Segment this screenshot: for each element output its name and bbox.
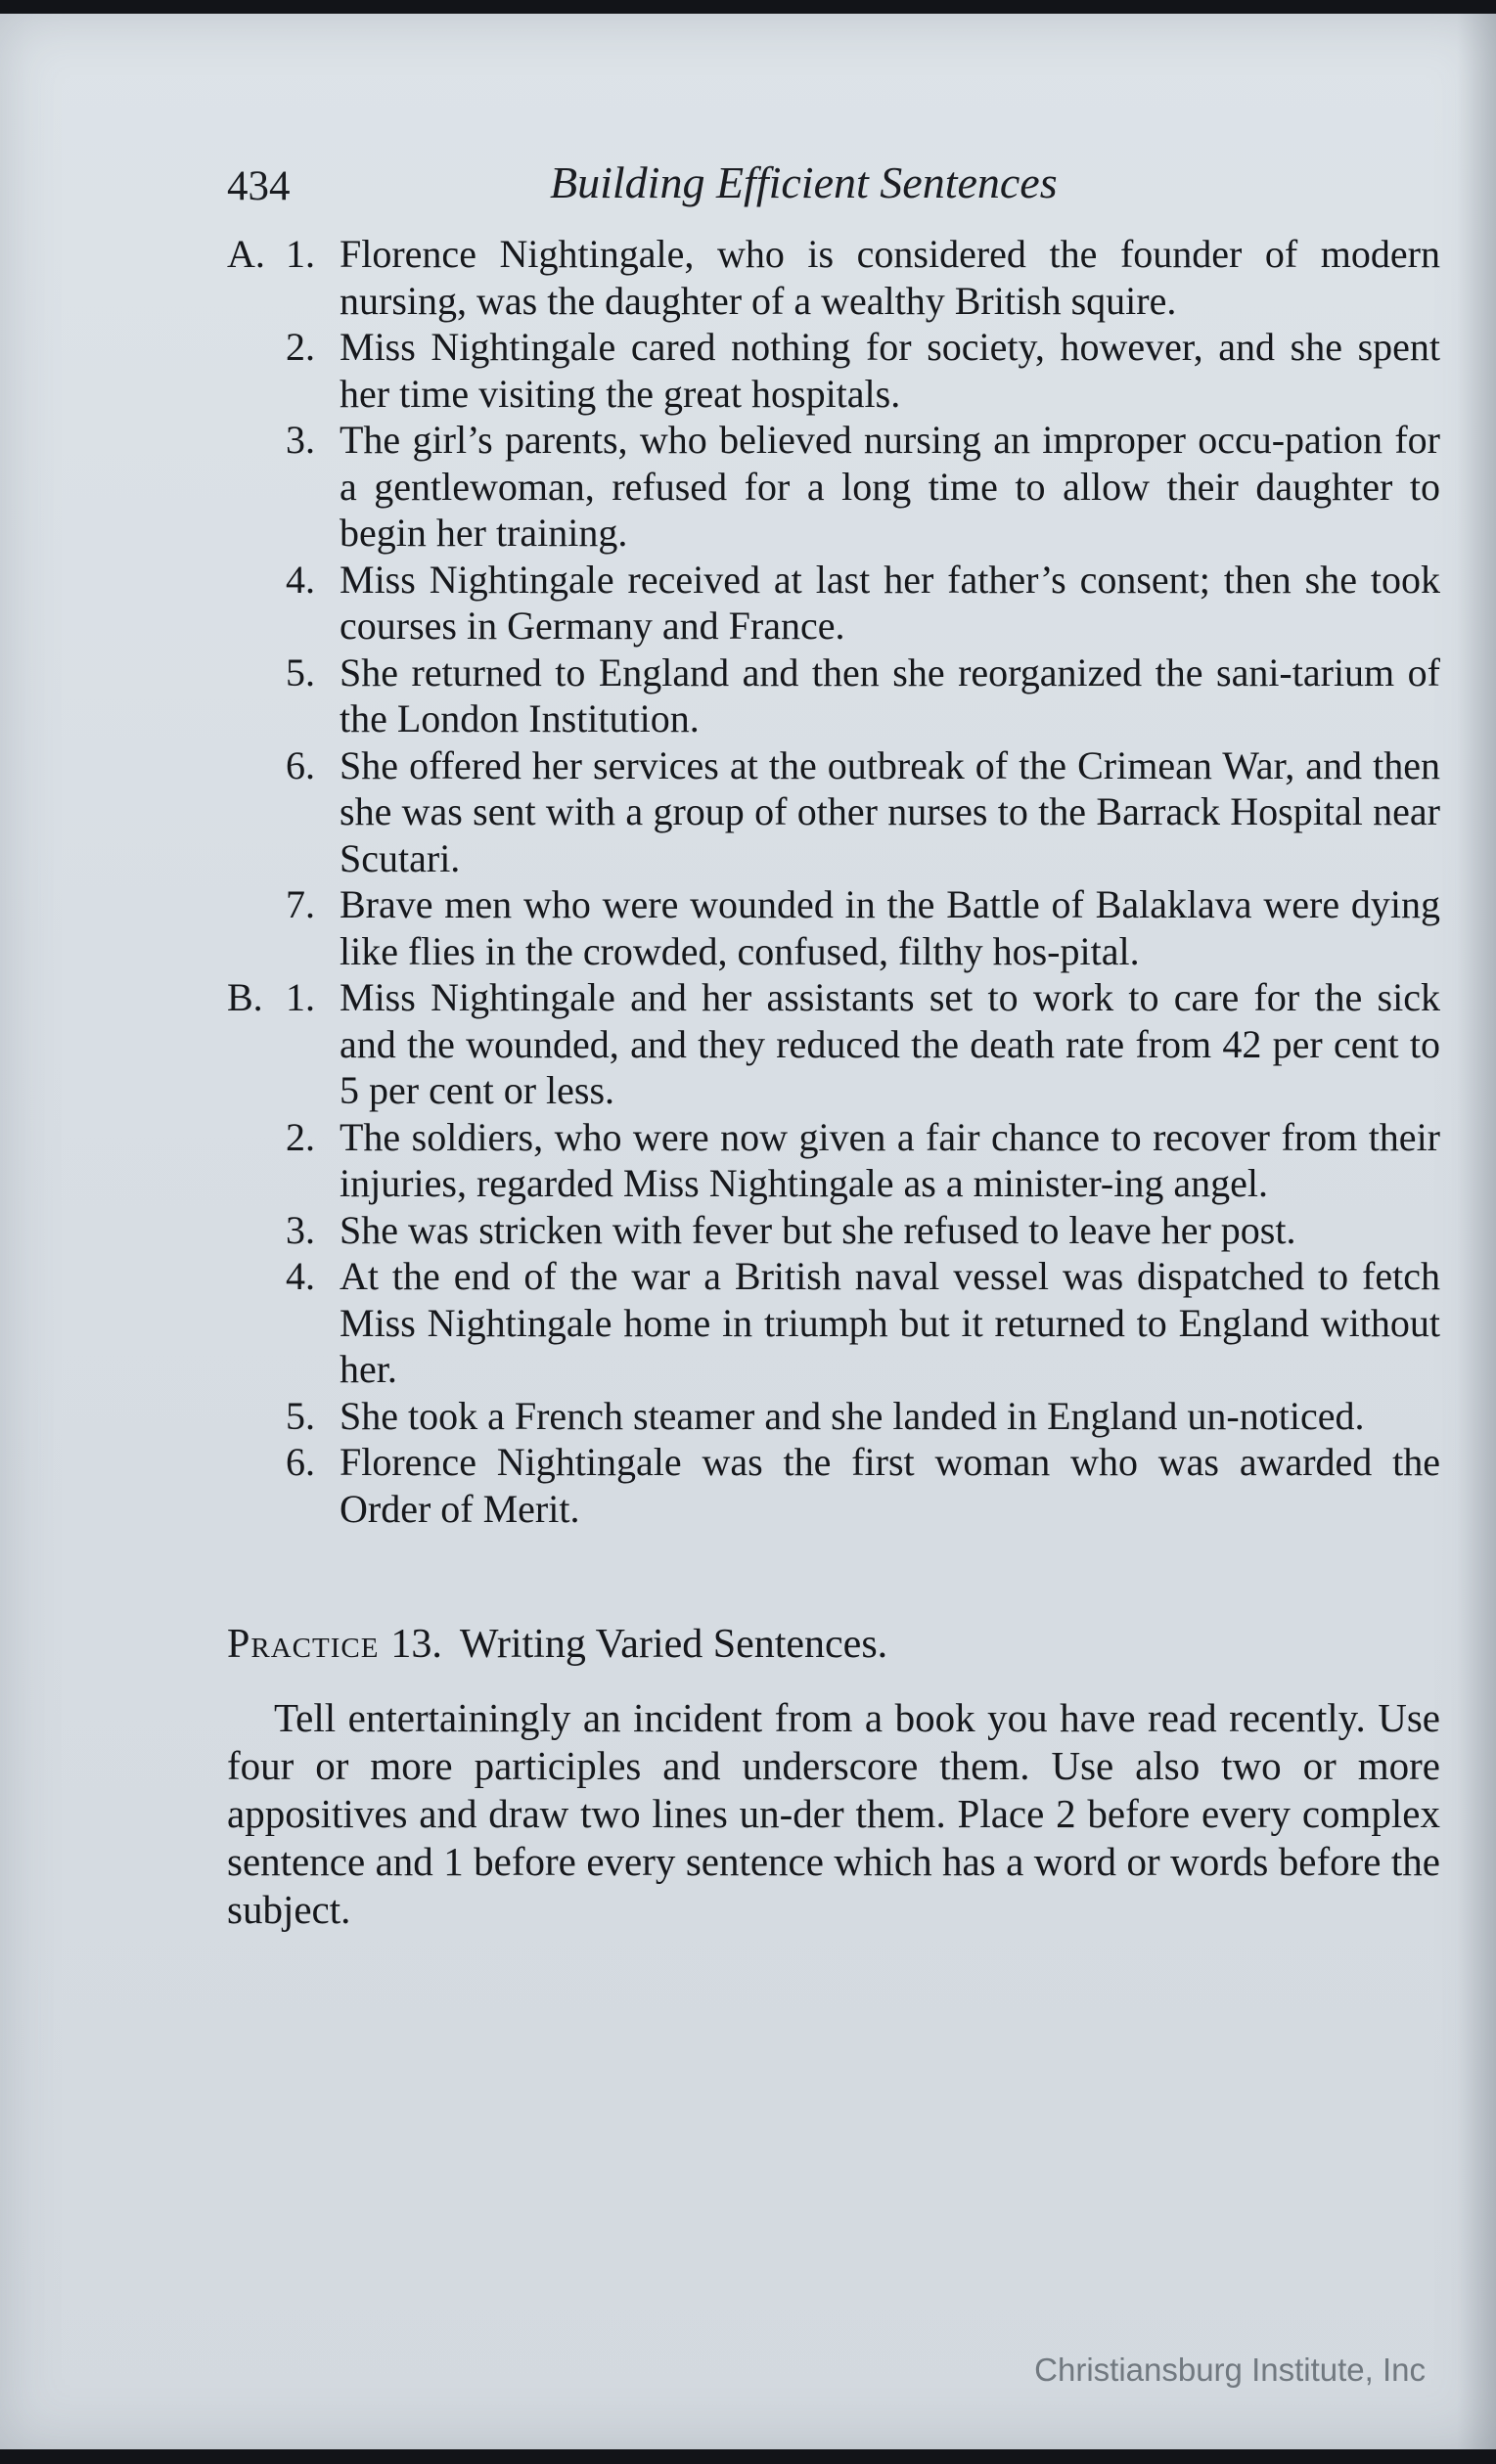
item-number: 4.: [286, 1254, 315, 1298]
exercise-item: [227, 1439, 1440, 1532]
exercise-item: [227, 974, 1440, 1114]
section-letter: B.: [227, 975, 263, 1019]
item-number: 5.: [286, 650, 315, 694]
exercise-item: [227, 742, 1440, 882]
running-title: Building Efficient Sentences: [550, 157, 1058, 207]
exercise-section-a: [227, 231, 1440, 974]
exercise-item: [227, 1253, 1440, 1393]
item-number: 5.: [286, 1393, 315, 1438]
item-text: She took a French steamer and she landed in England un-noticed.: [340, 1393, 1365, 1438]
exercise-item: [227, 417, 1440, 557]
page-header: [227, 147, 1440, 215]
exercise-section-b: [227, 974, 1440, 1532]
item-text: Miss Nightingale received at last her father’s consent; then she took courses in Germany and France.: [340, 557, 1440, 648]
item-text: Miss Nightingale cared nothing for society, however, and she spent her time visiting the great hospitals.: [340, 325, 1440, 416]
item-number: 1.: [286, 232, 315, 276]
item-text: The girl’s parents, who believed nursing an improper occu-pation for a gentlewoman, refused for a long time to allow their daughter to begin her training.: [340, 418, 1440, 555]
section-spacer: [227, 1532, 1440, 1622]
exercise-item: [227, 1114, 1440, 1207]
item-text: She was stricken with fever but she refused to leave her post.: [340, 1207, 1296, 1252]
item-text: Miss Nightingale and her assistants set to work to care for the sick and the wounded, and they reduced the death rate from 42 per cent to 5 per cent or less.: [340, 975, 1440, 1112]
item-number: 3.: [286, 1207, 315, 1252]
page-body: [227, 231, 1440, 1974]
item-number: 1.: [286, 975, 315, 1019]
item-text: She offered her services at the outbreak of the Crimean War, and then she was sent with a group of other nurses to the Barrack Hospital near Scutari.: [340, 742, 1440, 880]
item-number: 6.: [286, 742, 315, 787]
practice-label: Practice: [227, 1622, 380, 1667]
section-letter: A.: [227, 232, 265, 276]
exercise-item: [227, 1207, 1440, 1254]
exercise-item: [227, 324, 1440, 417]
item-number: 3.: [286, 418, 315, 462]
item-number: 4.: [286, 557, 315, 602]
item-text: She returned to England and then she reorganized the sani-tarium of the London Institution.: [340, 650, 1440, 740]
exercise-item: [227, 557, 1440, 650]
exercise-item: [227, 881, 1440, 974]
practice-heading: [227, 1622, 1440, 1669]
item-text: Brave men who were wounded in the Battle of Balaklava were dying like flies in the crowded, confused, filthy hos-pital.: [340, 882, 1440, 973]
practice-number: 13.: [390, 1622, 442, 1667]
exercise-item: [227, 231, 1440, 324]
item-text: The soldiers, who were now given a fair chance to recover from their injuries, regarded Miss Nightingale as a minister-ing angel.: [340, 1114, 1440, 1205]
item-number: 2.: [286, 325, 315, 369]
exercise-item: [227, 650, 1440, 742]
item-number: 6.: [286, 1440, 315, 1484]
practice-instructions: Tell entertainingly an incident from a book you have read recently. Use four or more participles and underscore them. Use also two or more appositives and draw two lines un-der them. Place 2 before every complex sentence and 1 before every sentence which has a word or words before the subject.: [227, 1694, 1440, 1932]
practice-title: Writing Varied Sentences.: [459, 1622, 888, 1667]
page-shadow: [1457, 14, 1496, 2449]
item-number: 7.: [286, 882, 315, 926]
item-text: At the end of the war a British naval vessel was dispatched to fetch Miss Nightingale home in triumph but it returned to England without her.: [340, 1254, 1440, 1391]
page-number: 434: [227, 163, 291, 209]
item-text: Florence Nightingale, who is considered the founder of modern nursing, was the daughter of a wealthy British squire.: [340, 232, 1440, 323]
exercise-item: [227, 1393, 1440, 1440]
item-text: Florence Nightingale was the first woman who was awarded the Order of Merit.: [340, 1440, 1440, 1531]
watermark: Christiansburg Institute, Inc: [1034, 2352, 1426, 2388]
item-number: 2.: [286, 1114, 315, 1159]
book-page: [0, 14, 1496, 2449]
